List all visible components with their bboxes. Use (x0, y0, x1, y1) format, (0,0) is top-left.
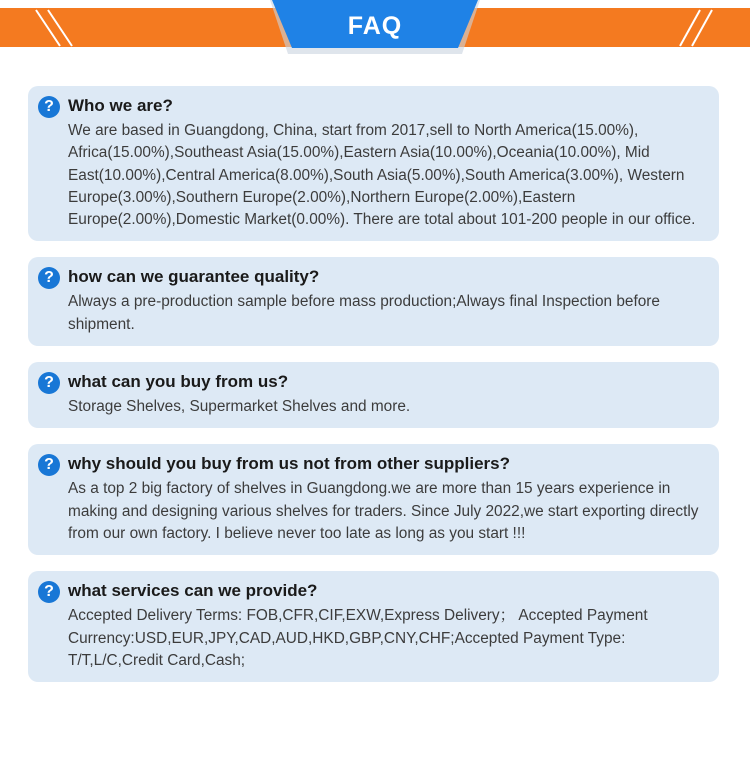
faq-item-products (28, 362, 719, 428)
question-icon: ? (38, 96, 60, 118)
question-icon: ? (38, 372, 60, 394)
faq-answer: Always a pre-production sample before mass production;Always final Inspection before shipment. (68, 293, 660, 333)
faq-item-who-we-are (28, 86, 719, 241)
faq-question: why should you buy from us not from other suppliers? (68, 454, 511, 474)
faq-answer: Accepted Delivery Terms: FOB,CFR,CIF,EXW,Express Delivery； Accepted Payment Currency:USD,EUR,JPY,CAD,AUD,HKD,GBP,CNY,CHF;Accepted Payment Type: T/T,L/C,Credit Card,Cash; (68, 607, 648, 669)
question-icon: ? (38, 581, 60, 603)
question-icon: ? (38, 454, 60, 476)
faq-question: Who we are? (68, 96, 173, 115)
faq-list (28, 86, 719, 698)
faq-answer: We are based in Guangdong, China, start from 2017,sell to North America(15.00%), Africa(15.00%),Southeast Asia(15.00%),Eastern Asia(10.00%),Oceania(10.00%), Mid East(10.00%),Central America(8.00%),South Asia(5.00%),South America(3.00%), Western Europe(3.00%),Southern Europe(2.00%),Northern Europe(2.00%),Eastern Europe(2.00%),Domestic Market(0.00%). There are total about 101-200 people in our office. (68, 122, 696, 229)
faq-item-why-us (28, 444, 719, 555)
faq-answer: Storage Shelves, Supermarket Shelves and more. (68, 398, 411, 416)
faq-question: how can we guarantee quality? (68, 267, 320, 287)
faq-answer: As a top 2 big factory of shelves in Guangdong.we are more than 15 years experience in making and designing various shelves for traders. Since July 2022,we start exporting directly from our own factory. I believe never too late as long as you start !!! (68, 480, 699, 542)
question-icon: ? (38, 267, 60, 289)
faq-item-quality (28, 257, 719, 346)
faq-question: what can you buy from us? (68, 372, 289, 392)
faq-question: what services can we provide? (68, 581, 318, 601)
faq-header-banner (0, 0, 750, 58)
faq-item-services (28, 571, 719, 682)
page-title: FAQ (347, 12, 403, 40)
